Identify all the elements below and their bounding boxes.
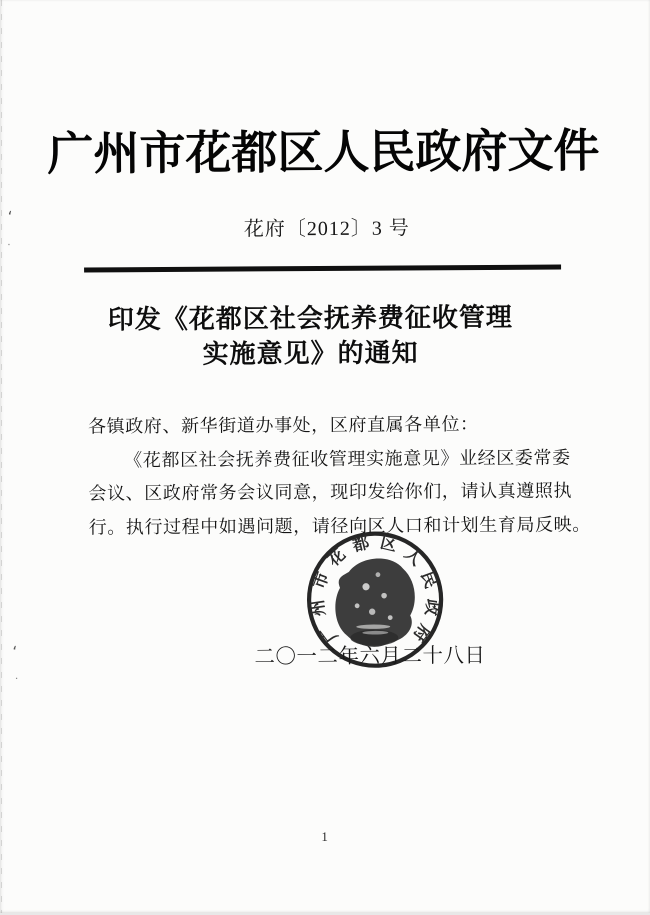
page-number: 1	[321, 828, 328, 845]
svg-text:广: 广	[316, 621, 342, 647]
subject-title-line2: 实施意见》的通知	[202, 338, 419, 369]
document-title: 广州市花都区人民政府文件	[47, 125, 600, 180]
subject-title-line1: 印发《花都区社会抚养费征收管理	[107, 302, 513, 335]
svg-text:都: 都	[350, 532, 372, 556]
seal-emblem-icon	[335, 558, 415, 647]
svg-text:市: 市	[309, 569, 333, 592]
svg-text:民: 民	[417, 568, 441, 591]
scan-artifact: ˙	[5, 241, 12, 256]
salutation-line: 各镇政府、新华街道办事处，区府直属各单位：	[87, 414, 479, 437]
subject-title	[0, 299, 622, 373]
scan-artifact: ʻ	[12, 642, 18, 661]
svg-text:花: 花	[323, 544, 349, 570]
document-number: 花府〔2012〕3 号	[243, 217, 410, 241]
paragraph-line: 《花都区社会抚养费征收管理实施意见》业经区委常委	[124, 447, 571, 470]
svg-text:府: 府	[409, 620, 435, 646]
scan-artifact: ˙	[13, 675, 20, 690]
svg-text:州: 州	[307, 598, 329, 618]
svg-text:人: 人	[400, 544, 426, 570]
svg-text:政: 政	[421, 597, 443, 617]
scan-artifact: ʻ	[7, 207, 13, 226]
svg-text:区: 区	[378, 532, 399, 555]
paragraph-line: 会议、区政府常务会议同意，现印发给你们，请认真遵照执	[88, 480, 573, 504]
red-header-divider-rule	[84, 265, 561, 273]
paragraph-line: 行。执行过程中如遇问题，请径向区人口和计划生育局反映。	[88, 513, 591, 537]
issue-date: 二〇一二年六月二十八日	[254, 645, 486, 669]
